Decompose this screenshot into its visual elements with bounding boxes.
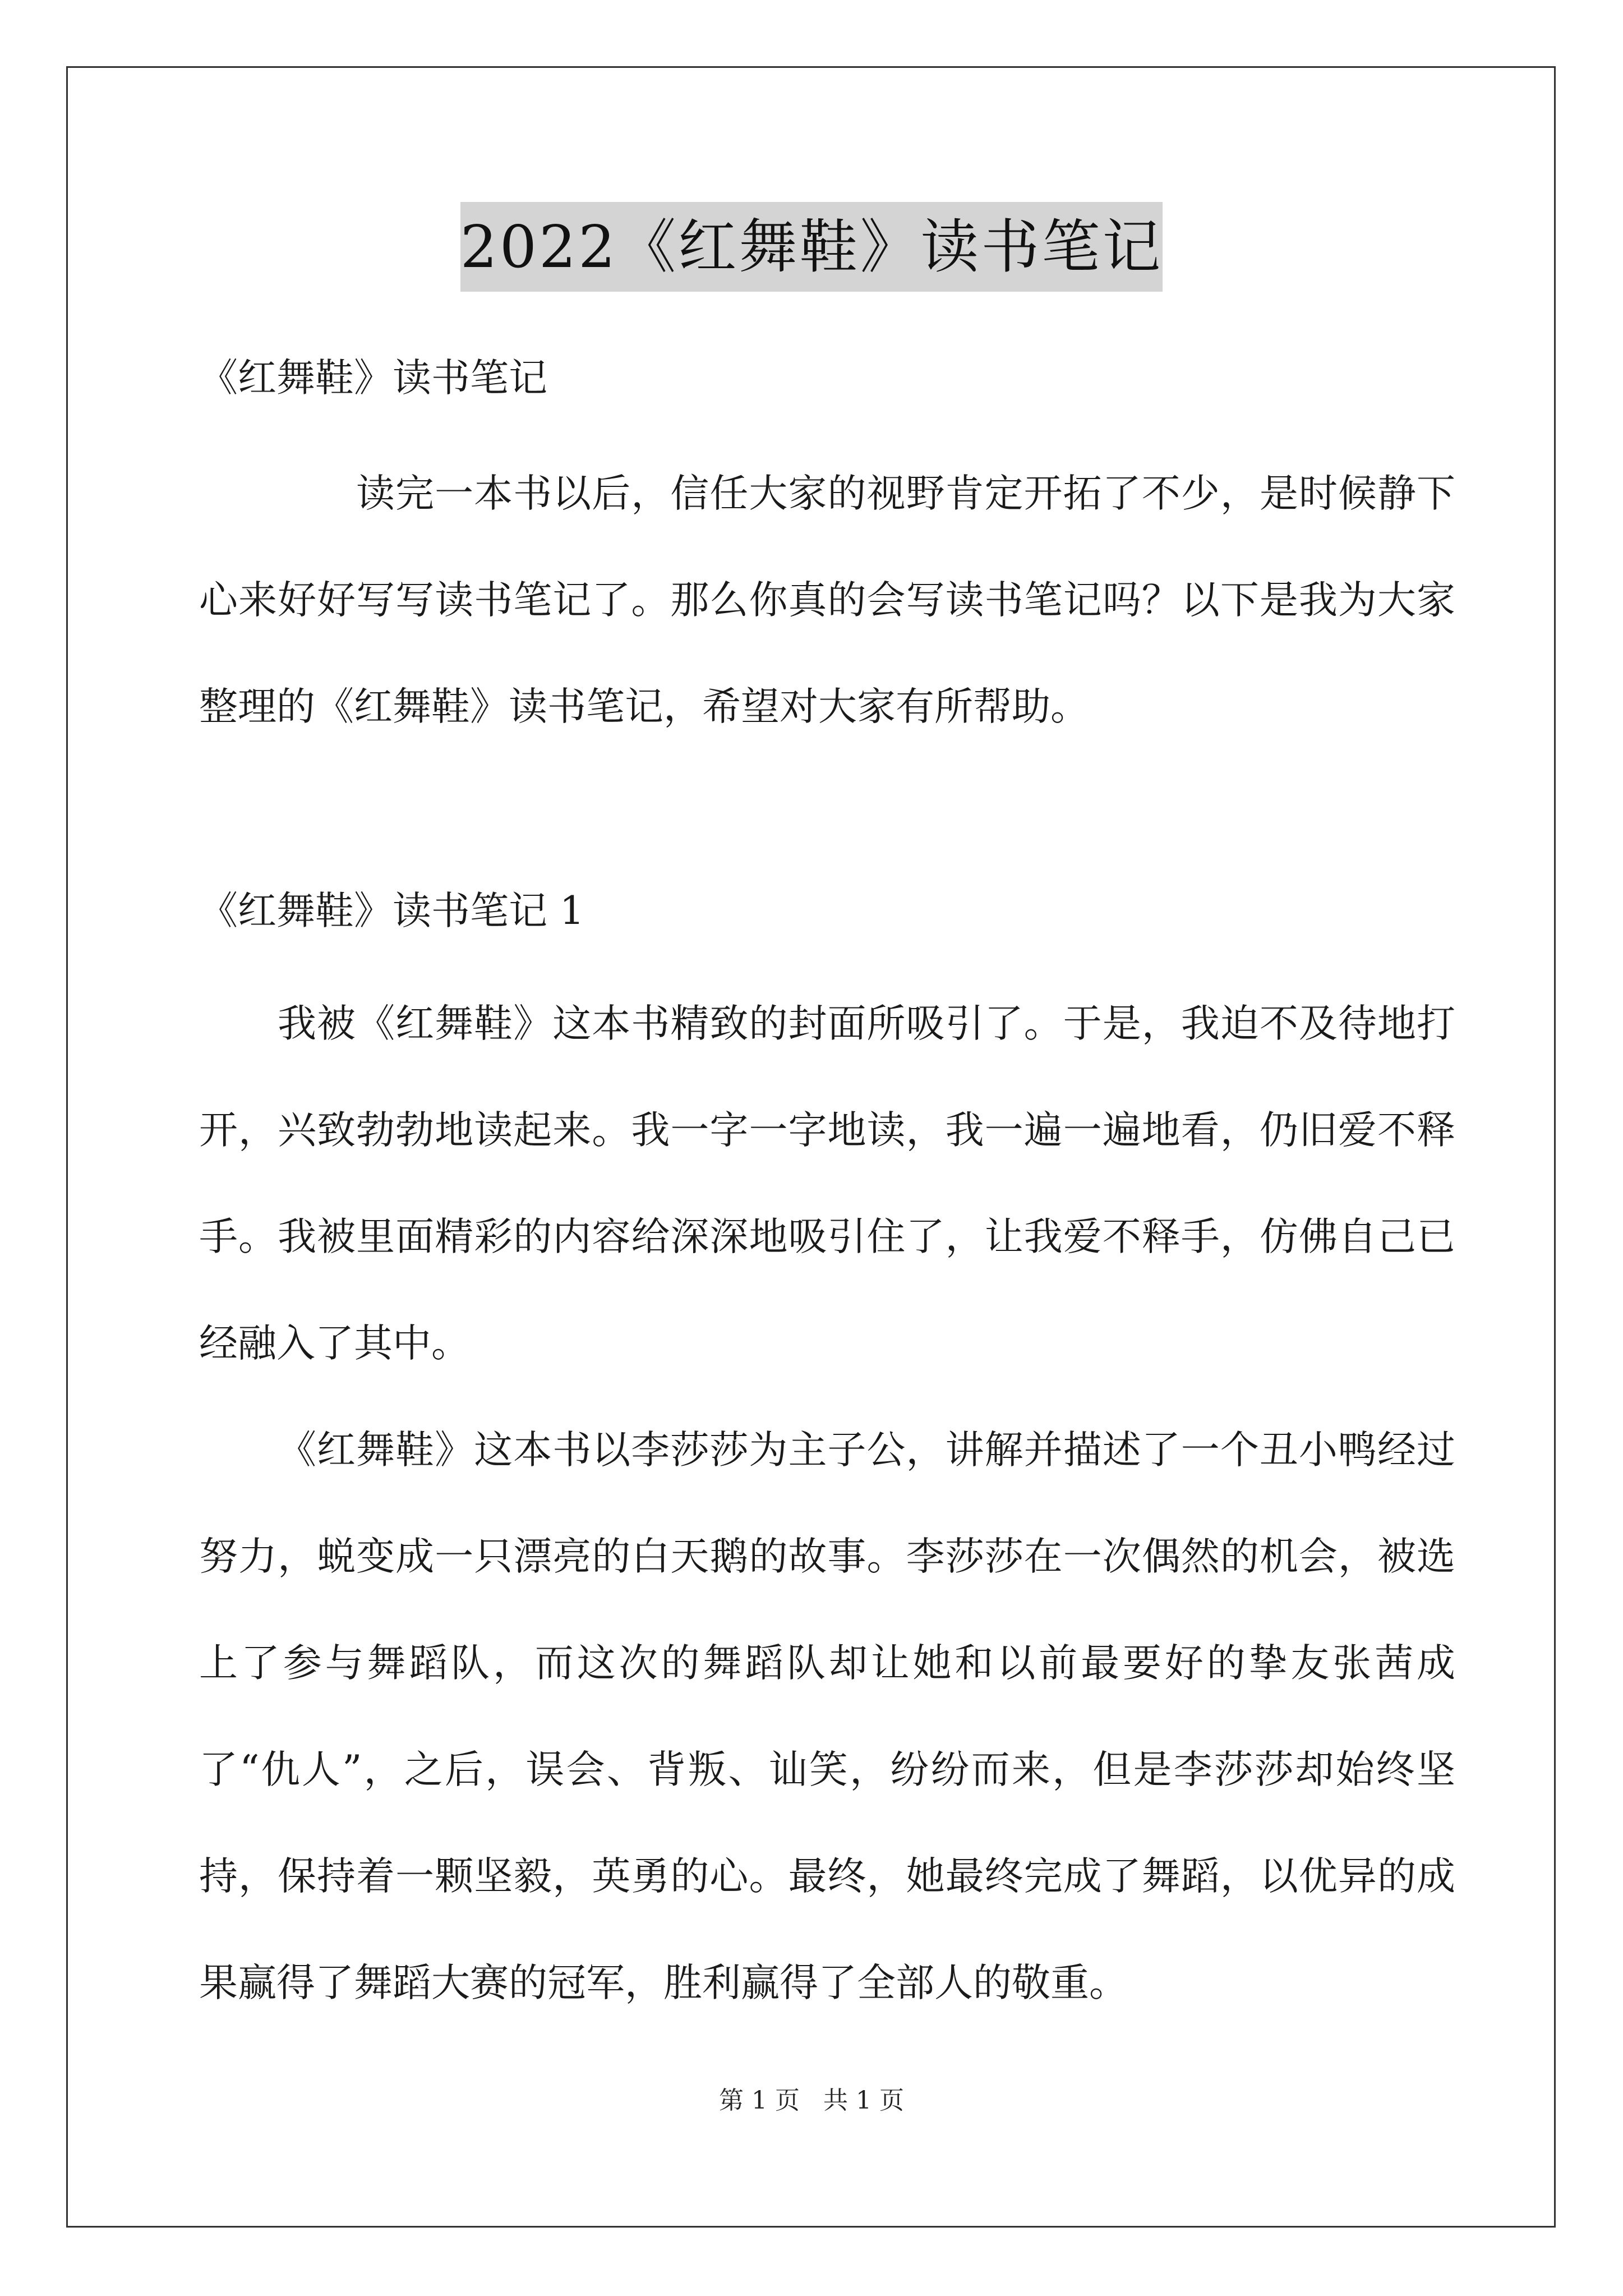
document-subtitle: 《红舞鞋》读书笔记 <box>199 356 547 401</box>
section-paragraph-2: 《红舞鞋》这本书以李莎莎为主子公，讲解并描述了一个丑小鸭经过努力，蜕变成一只漂亮的白天鹅的故事。李莎莎在一次偶然的机会，被选上了参与舞蹈队，而这次的舞蹈队却让她和以前最要好的挚友张茜成了“仇人”，之后，误会、背叛、讪笑，纷纷而来，但是李莎莎却始终坚持，保持着一颗坚毅，英勇的心。最终，她最终完成了舞蹈，以优异的成果赢得了舞蹈大赛的冠军，胜利赢得了全部人的敬重。 <box>199 1428 1455 2005</box>
document-title: 2022《红舞鞋》读书笔记 <box>460 202 1163 292</box>
title-container <box>0 202 1623 292</box>
page-footer <box>0 2084 1623 2118</box>
page-number-current: 第 1 页 <box>719 2086 800 2115</box>
page-number-total: 共 1 页 <box>823 2086 904 2115</box>
section-heading: 《红舞鞋》读书笔记 1 <box>199 889 584 933</box>
section-paragraph-1: 我被《红舞鞋》这本书精致的封面所吸引了。于是，我迫不及待地打开，兴致勃勃地读起来。我一字一字地读，我一遍一遍地看，仍旧爱不释手。我被里面精彩的内容给深深地吸引住了，让我爱不释手，仿佛自己已经融入了其中。 <box>199 1001 1455 1366</box>
intro-paragraph: 读完一本书以后，信任大家的视野肯定开拓了不少，是时候静下心来好好写写读书笔记了。那么你真的会写读书笔记吗？以下是我为大家整理的《红舞鞋》读书笔记，希望对大家有所帮助。 <box>199 471 1455 729</box>
